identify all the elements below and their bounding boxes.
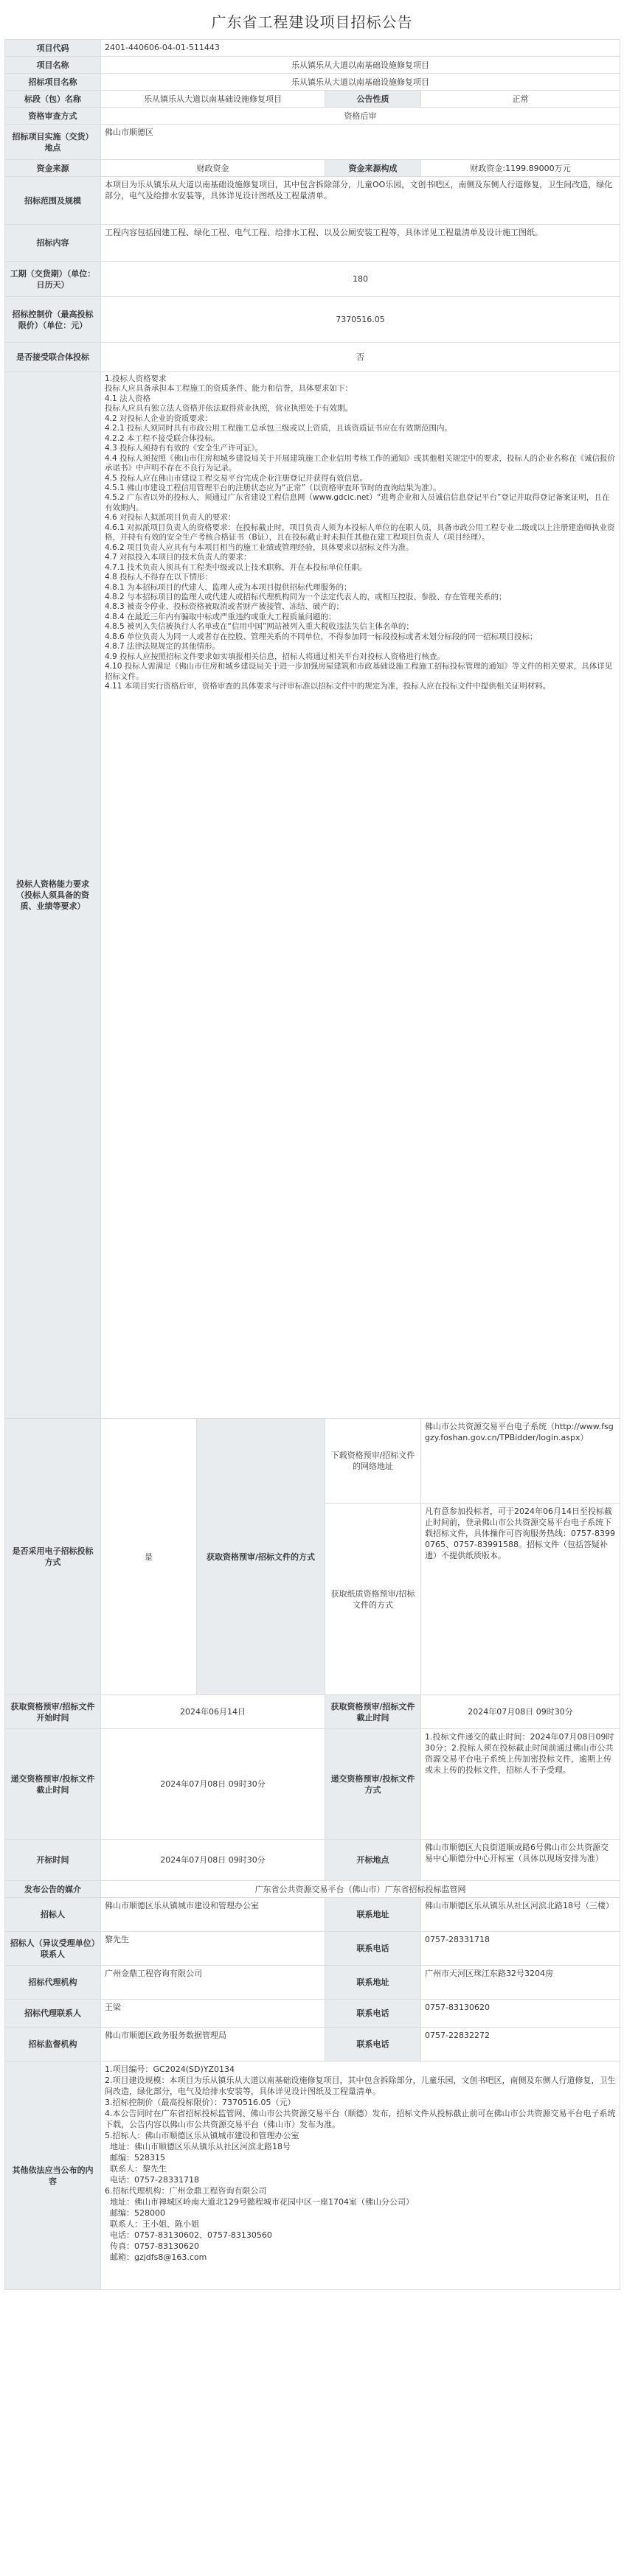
code-label: 项目代码 xyxy=(5,40,101,57)
row-scope xyxy=(5,177,620,225)
page-title: 广东省工程建设项目招标公告 xyxy=(211,13,413,31)
other-paragraph: 4.本公告同时在广东省招标投标监管网、佛山市公共资源交易平台（顺德）发布，招标文件从投标截止前可在佛山市公共资源交易平台电子系统下载，公告内容以佛山市公共资源交易平台（佛山市）发布为准。 xyxy=(105,2109,616,2129)
qualification-paragraph: 1.投标人资格要求 xyxy=(105,374,167,383)
open-time-label: 开标时间 xyxy=(5,1840,101,1881)
other-paragraph: 联系人：王小姐、陈小姐 xyxy=(105,2219,199,2229)
other-paragraph: 邮编：528315 xyxy=(105,2153,165,2163)
row-owner xyxy=(5,1898,620,1932)
owner-phone-label: 联系电话 xyxy=(325,1932,421,1966)
other-paragraph: 邮箱：gzjdfs8@163.com xyxy=(105,2252,207,2262)
row-price xyxy=(5,297,620,343)
row-content xyxy=(5,225,620,262)
supervisor-label: 招标监督机构 xyxy=(5,2028,101,2062)
agent-phone: 0757-83130620 xyxy=(421,2000,620,2028)
method-value: 资格后审 xyxy=(101,108,620,125)
qualification-paragraph: 4.5.2 广东省以外的投标人，须通过广东省建设工程信息网（www.gdcic.net）“进粤企业和人员诚信信息登记平台”登记并取得登记备案证明，且在有效期内。 xyxy=(105,493,610,512)
fund-amount-label: 资金来源构成 xyxy=(325,160,421,177)
price-value: 7370516.05 xyxy=(101,297,620,343)
row-supervisor xyxy=(5,2028,620,2062)
supervisor-phone-label: 联系电话 xyxy=(325,2028,421,2062)
row-qualification xyxy=(5,372,620,1419)
qualification-paragraph: 4.11 本项目实行资格后审，资格审查的具体要求与评审标准以招标文件中的规定为准，投标人应在投标文件中提供相关证明材料。 xyxy=(105,682,551,691)
owner-person-label: 招标人（异议受理单位）联系人 xyxy=(5,1932,101,1966)
row-joint xyxy=(5,343,620,372)
qualification-paragraph: 4.8.6 单位负责人为同一人或者存在控股、管理关系的不同单位，不得参加同一标段投标或者未划分标段的同一招标项目投标； xyxy=(105,632,538,641)
get-way-label: 获取资格预审/招标文件的方式 xyxy=(197,1419,325,1695)
supervisor-phone: 0757-22832272 xyxy=(421,2028,620,2062)
other-body xyxy=(101,2062,620,2290)
paper-way-value: 凡有意参加投标者，可于2024年06月14日至投标截止时间前，登录佛山市公共资源交易平台电子系统下载招标文件，具体操作可咨询服务热线：0757-83990765、0757-83991588。招标文件（包括答疑补遗）不提供纸质版本。 xyxy=(421,1504,620,1695)
row-region xyxy=(5,125,620,160)
get-end-label: 获取资格预审/招标文件截止时间 xyxy=(325,1695,421,1729)
qualification-paragraph: 4.8.5 被列入失信被执行人名单或在“信用中国”网站被列入重大税收违法失信主体名单的； xyxy=(105,622,414,632)
other-paragraph: 1.项目编号：GC2024(SD)YZ0134 xyxy=(105,2064,235,2074)
qualification-paragraph: 4.8.2 与本招标项目的监理人或代建人或招标代理机构同为一个法定代表人的，或相互控股、参股、存在管理关系的； xyxy=(105,592,507,601)
other-paragraph: 电话：0757-28331718 xyxy=(105,2175,199,2185)
qualification-paragraph: 4.8.3 被责令停业、投标资格被取消或者财产被接管、冻结、破产的； xyxy=(105,602,344,612)
project-name-label: 项目名称 xyxy=(5,57,101,74)
qualification-paragraph: 4.6 对投标人拟派项目负责人的要求： xyxy=(105,513,236,523)
qualification-label: 投标人资格能力要求（投标人须具备的资质、业绩等要求） xyxy=(5,372,101,1419)
get-start-label: 获取资格预审/招标文件开始时间 xyxy=(5,1695,101,1729)
row-open xyxy=(5,1840,620,1881)
row-project-name xyxy=(5,57,620,74)
publish-label: 发布公告的媒介 xyxy=(5,1881,101,1898)
other-paragraph: 6.招标代理机构：广州金鼎工程咨询有限公司 xyxy=(105,2186,267,2196)
qualification-paragraph: 4.10 投标人需满足《佛山市住房和城乡建设局关于进一步加强房屋建筑和市政基础设施工程施工招标投标管理的通知》等文件的相关要求，具体详见招标文件。 xyxy=(105,662,613,681)
publish-value: 广东省公共资源交易平台（佛山市）广东省招标投标监管网 xyxy=(101,1881,620,1898)
qualification-paragraph: 4.2.1 投标人须同时具有市政公用工程施工总承包三级或以上资质，且该资质证书应在有效期范围内。 xyxy=(105,424,453,433)
section-label: 标段（包）名称 xyxy=(5,91,101,108)
qualification-paragraph: 4.4 投标人须按照《佛山市住房和城乡建设局关于开展建筑施工企业信用考核工作的通知》或其他相关规定中的要求，投标人的企业名称在《诚信报价承诺书》中声明不存在不良行为记录。 xyxy=(105,453,616,473)
scope-label: 招标范围及规模 xyxy=(5,177,101,225)
agent-label: 招标代理机构 xyxy=(5,1966,101,2000)
online-value: 是 xyxy=(101,1419,197,1695)
qualification-paragraph: 4.9 投标人应按照招标文件要求如实填报相关信息，招标人将通过相关平台对投标人资格进行核查。 xyxy=(105,652,446,661)
period-value: 180 xyxy=(101,262,620,297)
code-value: 2401-440606-04-01-511443 xyxy=(101,40,620,57)
open-place-value: 佛山市顺德区大良街道顺成路6号佛山市公共资源交易中心顺德分中心开标室（具体以现场安排为准） xyxy=(421,1840,620,1881)
download-addr-label: 下载资格预审/招标文件的网络地址 xyxy=(325,1419,421,1504)
other-label: 其他依法应当公布的内容 xyxy=(5,2062,101,2290)
region-label: 招标项目实施（交货）地点 xyxy=(5,125,101,160)
other-paragraph: 电话：0757-83130602、0757-83130560 xyxy=(105,2230,272,2240)
section-value: 乐从镇乐从大道以南基础设施修复项目 xyxy=(101,91,325,108)
qualification-paragraph: 4.8.4 在最近三年内有骗取中标或严重违约或重大工程质量问题的； xyxy=(105,612,336,621)
qualification-paragraphs xyxy=(105,374,616,692)
qualification-paragraph: 4.8.1 为本招标项目的代建人、监理人或为本项目提供招标代理服务的； xyxy=(105,582,352,592)
qualification-body xyxy=(101,372,620,1419)
other-paragraph: 3.招标控制价（最高投标限价）：7370516.05（元） xyxy=(105,2098,296,2107)
nature-label: 公告性质 xyxy=(325,91,421,108)
row-tender-name xyxy=(5,74,620,91)
agent-addr: 广州市天河区珠江东路32号3204房 xyxy=(421,1966,620,2000)
tender-name-value: 乐从镇乐从大道以南基础设施修复项目 xyxy=(101,74,620,91)
other-paragraph: 地址：佛山市禅城区岭南大道北129号懿程城市花园中区一座1704室（佛山分公司） xyxy=(105,2197,414,2207)
notice-table xyxy=(4,39,620,2290)
other-paragraphs xyxy=(105,2064,616,2263)
qualification-paragraph: 投标人应具有独立法人资格并依法取得营业执照，营业执照处于有效期。 xyxy=(105,404,353,413)
qualification-paragraph: 投标人应具备承担本工程施工的资质条件、能力和信誉，具体要求如下： xyxy=(105,384,353,394)
method-label: 资格审查方式 xyxy=(5,108,101,125)
online-label: 是否采用电子招标投标方式 xyxy=(5,1419,101,1695)
owner-phone: 0757-28331718 xyxy=(421,1932,620,1966)
qualification-paragraph: 4.1 法人资格 xyxy=(105,394,151,403)
joint-label: 是否接受联合体投标 xyxy=(5,343,101,372)
row-other xyxy=(5,2062,620,2290)
row-agent xyxy=(5,1966,620,2000)
owner-person-name: 黎先生 xyxy=(101,1932,325,1966)
scope-value: 本项目为乐从镇乐从大道以南基础设施修复项目，其中包含拆除部分，儿童ОО乐园，文创书吧区，南侧及东侧人行道修复，卫生间改造，绿化部分，电气及给排水安装等，具体详见设计图纸及工程量清单。 xyxy=(101,177,620,225)
content-value: 工程内容包括园建工程、绿化工程、电气工程、给排水工程、以及公厕安装工程等，具体详见工程量清单及设计施工图纸。 xyxy=(101,225,620,262)
fund-amount: 财政资金:1199.89000万元 xyxy=(421,160,620,177)
agent-addr-label: 联系地址 xyxy=(325,1966,421,2000)
owner-addr: 佛山市顺德区乐从镇乐从社区河滨北路18号（三楼） xyxy=(421,1898,620,1932)
row-fund xyxy=(5,160,620,177)
qualification-paragraph: 4.7 对拟投入本项目的技术负责人的要求： xyxy=(105,553,252,562)
open-place-label: 开标地点 xyxy=(325,1840,421,1881)
content-label: 招标内容 xyxy=(5,225,101,262)
qualification-paragraph: 4.5 投标人应在佛山市建设工程交易平台完成企业注册登记并获得有效信息。 xyxy=(105,473,368,483)
deadline-way-label: 递交资格预审/投标文件方式 xyxy=(325,1729,421,1840)
row-method xyxy=(5,108,620,125)
agent-person-name: 王梁 xyxy=(101,2000,325,2028)
deadline-value: 2024年07月08日 09时30分 xyxy=(101,1729,325,1840)
row-code xyxy=(5,40,620,57)
other-paragraph: 2.项目建设规模：本项目为乐从镇乐从大道以南基础设施修复项目，其中包含拆除部分，儿童乐园，文创书吧区，南侧及东侧人行道修复，卫生间改造，绿化部分，电气及给排水安装等，具体详见设计图纸及工程量清单。 xyxy=(105,2076,616,2096)
qualification-paragraph: 4.8 投标人不得存在以下情形： xyxy=(105,573,213,582)
row-get-time xyxy=(5,1695,620,1729)
qualification-paragraph: 4.8.7 法律法规规定的其他情形。 xyxy=(105,642,221,652)
row-deadline xyxy=(5,1729,620,1840)
row-online-a xyxy=(5,1419,620,1504)
other-paragraph: 联系人：黎先生 xyxy=(105,2164,167,2174)
deadline-label: 递交资格预审/投标文件截止时间 xyxy=(5,1729,101,1840)
supervisor-name: 佛山市顺德区政务服务数据管理局 xyxy=(101,2028,325,2062)
region-value: 佛山市顺德区 xyxy=(101,125,620,160)
get-start-value: 2024年06月14日 xyxy=(101,1695,325,1729)
other-paragraph: 传真：0757-83130620 xyxy=(105,2241,199,2251)
row-publish xyxy=(5,1881,620,1898)
qualification-paragraph: 4.2.2 本工程不接受联合体投标。 xyxy=(105,433,221,443)
qualification-paragraph: 4.6.1 对拟派项目负责人的资格要求：在投标截止时，项目负责人须为本投标人单位的在职人员，具备市政公用工程专业二级或以上注册建造师执业资格，并持有有效的安全生产考核合格证书（B证），且在投标截止时未担任其他在建工程项目负责人（项目经理）。 xyxy=(105,523,615,542)
owner-label: 招标人 xyxy=(5,1898,101,1932)
qualification-paragraph: 4.2 对投标人企业的资质要求： xyxy=(105,413,213,423)
nature-value: 正常 xyxy=(421,91,620,108)
project-name-value: 乐从镇乐从大道以南基础设施修复项目 xyxy=(101,57,620,74)
tender-name-label: 招标项目名称 xyxy=(5,74,101,91)
agent-phone-label: 联系电话 xyxy=(325,2000,421,2028)
qualification-paragraph: 4.7.1 技术负责人须具有工程类中级或以上技术职称，并在本投标单位任职。 xyxy=(105,562,367,572)
owner-addr-label: 联系地址 xyxy=(325,1898,421,1932)
other-paragraph: 邮编：528000 xyxy=(105,2208,165,2218)
price-label: 招标控制价（最高投标限价）（单位：元） xyxy=(5,297,101,343)
other-paragraph: 地址：佛山市顺德区乐从镇乐从社区河滨北路18号 xyxy=(105,2142,291,2151)
joint-value: 否 xyxy=(101,343,620,372)
paper-way-label: 获取纸质资格预审/招标文件的方式 xyxy=(325,1504,421,1695)
fund-source: 财政资金 xyxy=(101,160,325,177)
qualification-paragraph: 4.6.2 项目负责人应具有与本项目相当的施工业绩或管理经验，具体要求以招标文件为准。 xyxy=(105,542,414,552)
qualification-paragraph: 4.5.1 佛山市建设工程信用管理平台的注册状态应为“正常”（以资格审查环节时的查询结果为准）。 xyxy=(105,483,441,492)
row-agent-person xyxy=(5,2000,620,2028)
agent-name: 广州金鼎工程咨询有限公司 xyxy=(101,1966,325,2000)
owner-name: 佛山市顺德区乐从镇城市建设和管理办公室 xyxy=(101,1898,325,1932)
period-label: 工期（交货期）（单位：日历天） xyxy=(5,262,101,297)
agent-person-label: 招标代理联系人 xyxy=(5,2000,101,2028)
row-section xyxy=(5,91,620,108)
fund-label: 资金来源 xyxy=(5,160,101,177)
download-addr-value[interactable]: 佛山市公共资源交易平台电子系统（http://www.fsggzy.foshan.gov.cn/TPBidder/login.aspx） xyxy=(421,1419,620,1504)
get-end-value: 2024年07月08日 09时30分 xyxy=(421,1695,620,1729)
open-time-value: 2024年07月08日 09时30分 xyxy=(101,1840,325,1881)
other-paragraph: 5.招标人：佛山市顺德区乐从镇城市建设和管理办公室 xyxy=(105,2131,299,2140)
qualification-paragraph: 4.3 投标人须持有有效的《安全生产许可证》。 xyxy=(105,444,263,453)
row-owner-person xyxy=(5,1932,620,1966)
row-period xyxy=(5,262,620,297)
deadline-way-value: 1.投标文件递交的截止时间：2024年07月08日09时30分；2.投标人须在投标截止时间前通过佛山市公共资源交易平台电子系统上传加密投标文件，逾期上传或未上传的投标文件，招标人不予受理。 xyxy=(421,1729,620,1840)
